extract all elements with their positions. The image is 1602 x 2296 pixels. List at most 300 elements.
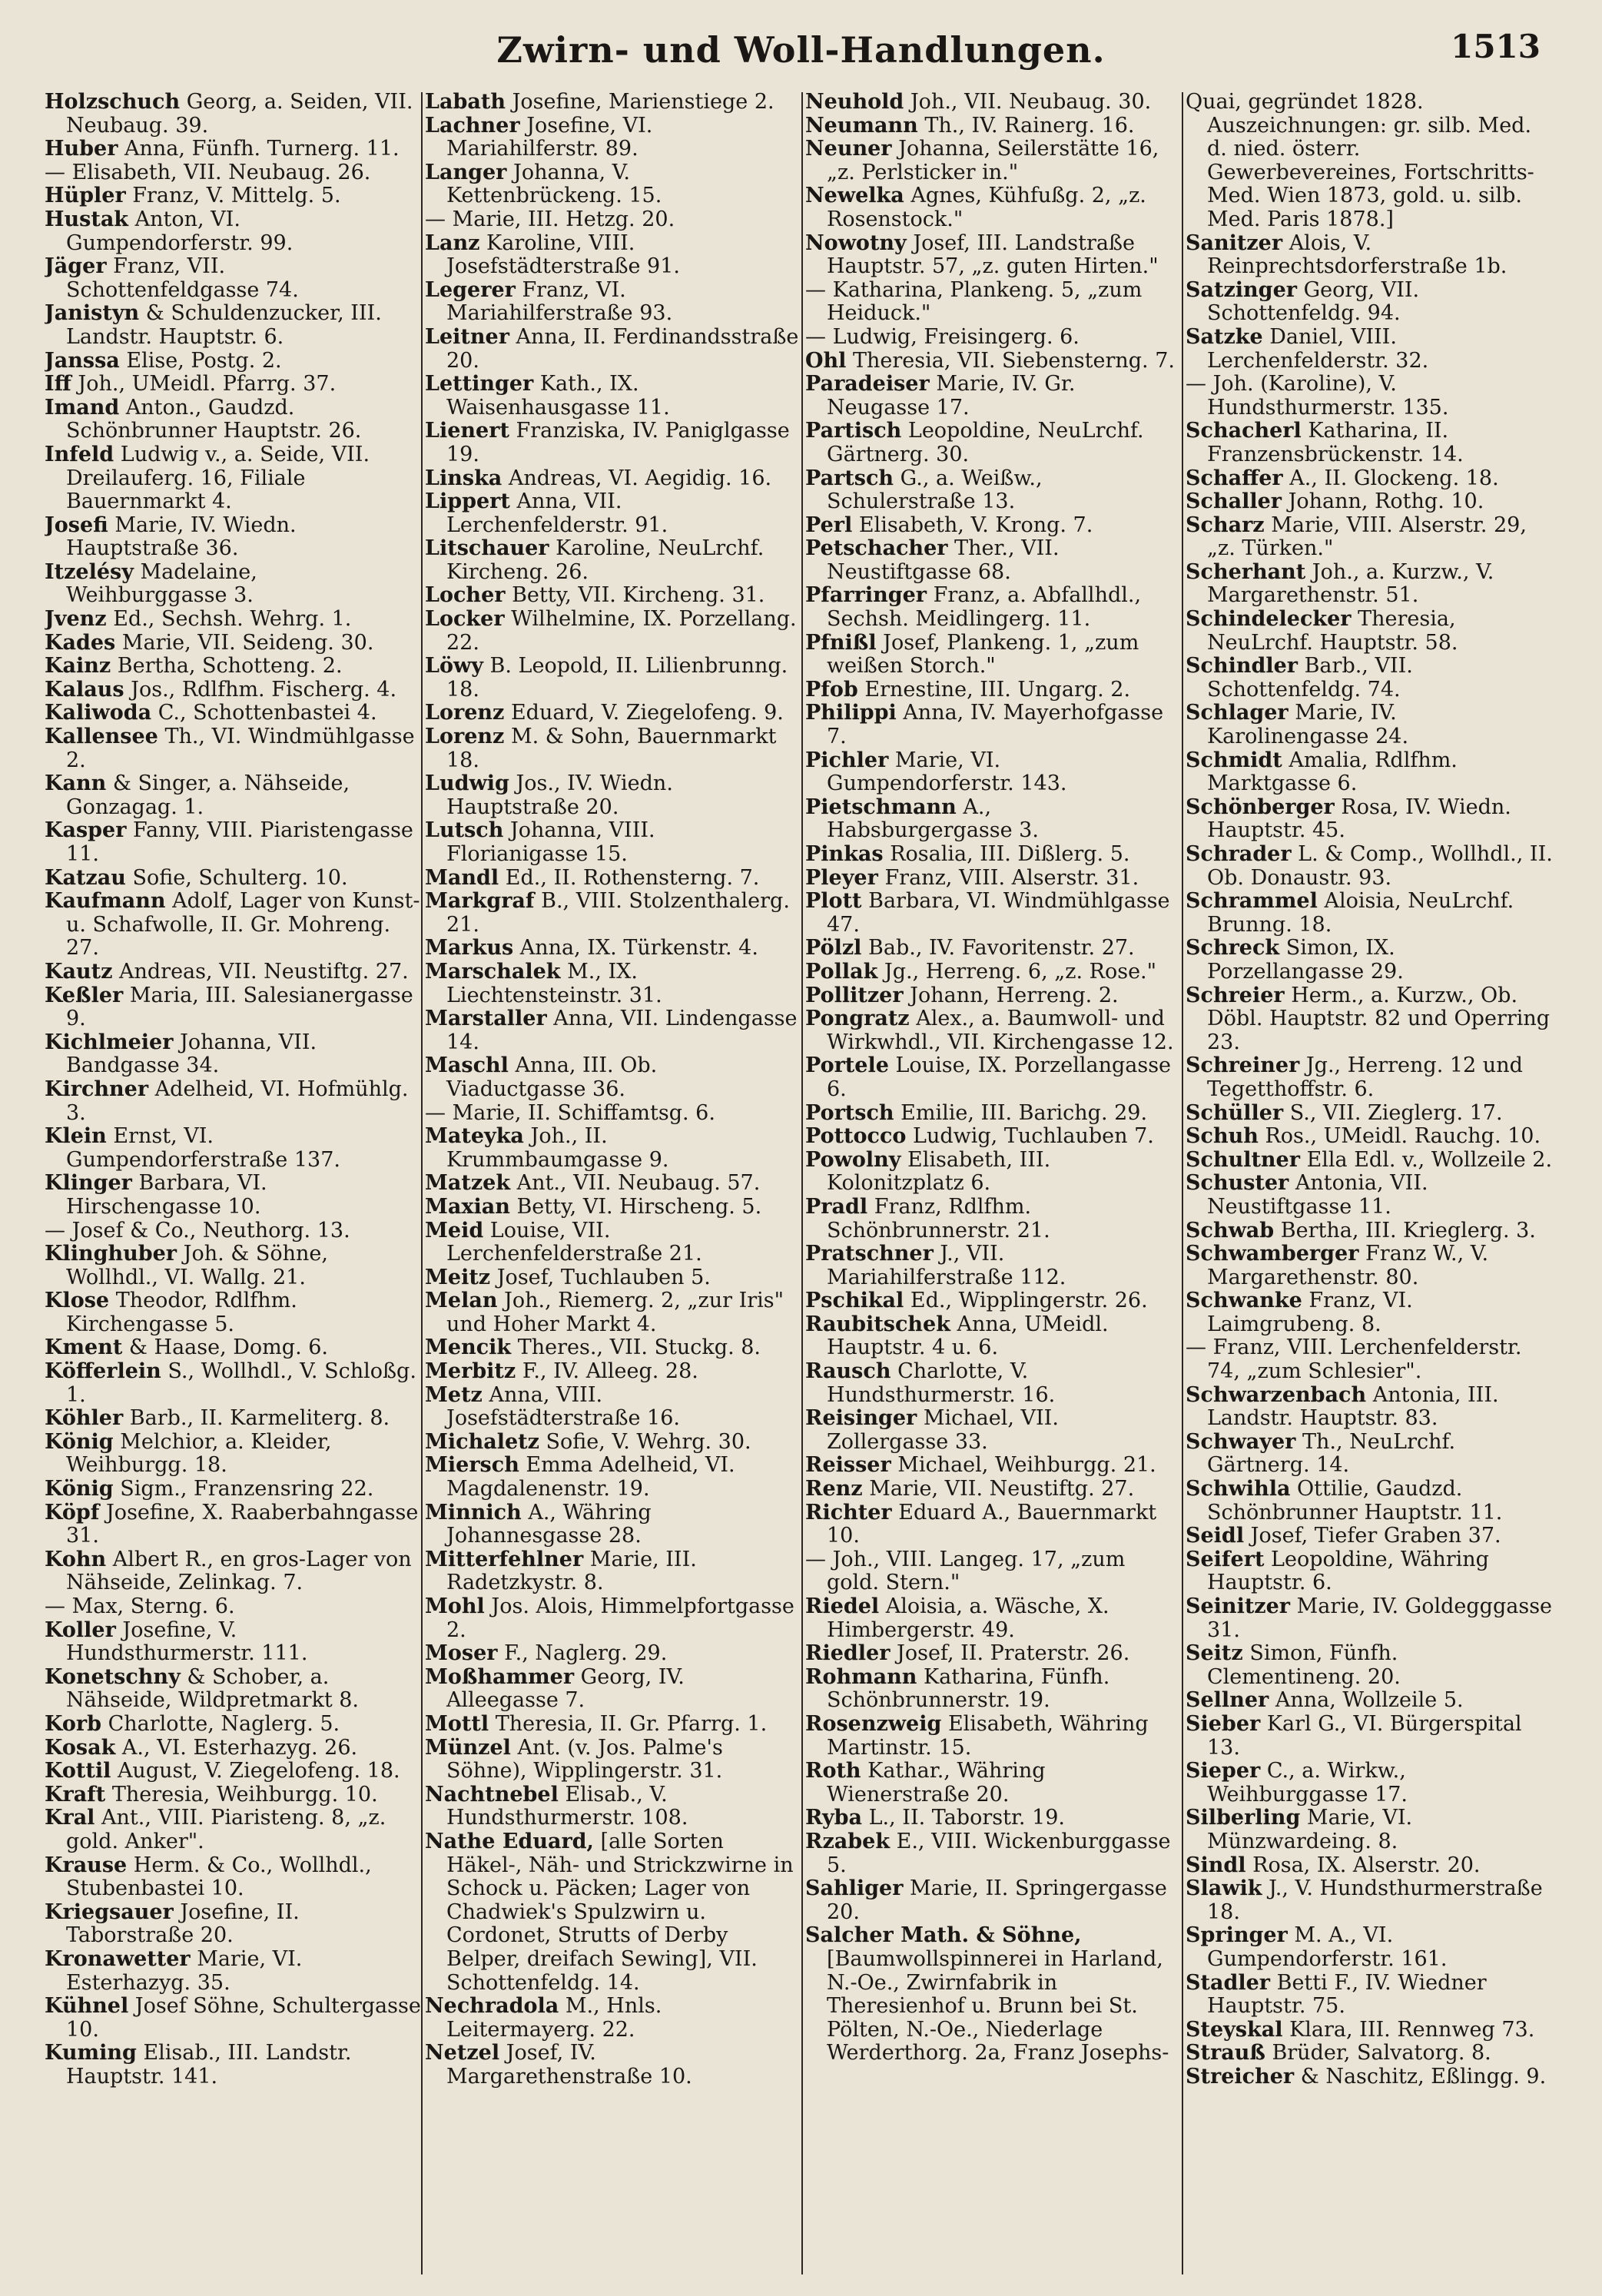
directory-entry — [1186, 749, 1554, 796]
directory-entry — [425, 420, 801, 466]
directory-entry — [45, 1219, 421, 1243]
entry-name: Imand — [45, 395, 120, 420]
entry-name: Pfarringer — [805, 583, 927, 608]
directory-entry — [425, 1642, 801, 1666]
entry-name: Lutsch — [425, 818, 504, 843]
directory-entry — [805, 514, 1182, 538]
entry-name: Renz — [805, 1477, 863, 1501]
directory-entry — [425, 91, 801, 114]
listing-columns — [45, 91, 1551, 2273]
entry-detail: Elisab., III. Landstr. Hauptstr. 141. — [66, 2041, 352, 2089]
entry-detail: Quai, gegründet 1828. Auszeichnungen: gr. silb. Med. d. nied. österr. Gewerbevereines, Fortschritts-Med. Wien 1873, gold. u. silb. Med. Paris 1878.] — [1186, 91, 1534, 231]
entry-name: Schwamberger — [1186, 1242, 1359, 1266]
directory-entry — [805, 537, 1182, 584]
entry-detail: B. Leopold, II. Lilienbrunng. 18. — [446, 654, 788, 702]
entry-name: Petschacher — [805, 536, 948, 561]
entry-detail: Th., NeuLrchf. Gärtnerg. 14. — [1207, 1429, 1456, 1478]
entry-detail: & Singer, a. Nähseide, Gonzagag. 1. — [66, 771, 350, 819]
directory-entry — [45, 1501, 421, 1548]
entry-name: Schultner — [1186, 1147, 1300, 1172]
entry-name: Matzek — [425, 1171, 511, 1196]
entry-name: Powolny — [805, 1147, 901, 1172]
entry-detail: Sigm., Franzensring 22. — [120, 1477, 374, 1501]
entry-name: Sahliger — [805, 1876, 904, 1901]
entry-name: Kronawetter — [45, 1946, 191, 1971]
entry-name: Jvenz — [45, 607, 107, 632]
entry-detail: M., IX. Liechtensteinstr. 31. — [446, 959, 662, 1007]
entry-detail: Charlotte, V. Hundsthurmerstr. 16. — [827, 1359, 1056, 1407]
entry-name: Neumann — [805, 113, 918, 138]
entry-detail: & Schuldenzucker, III. Landstr. Hauptstr. 6. — [66, 301, 382, 349]
entry-name: Schrammel — [1186, 889, 1318, 914]
entry-name: Pollitzer — [805, 983, 904, 1007]
directory-entry — [805, 1760, 1182, 1807]
directory-entry — [1186, 1243, 1554, 1289]
entry-detail: Anna, II. Ferdinandsstraße 20. — [446, 324, 799, 373]
directory-entry — [425, 1737, 801, 1783]
directory-entry — [1186, 1807, 1554, 1853]
directory-entry — [805, 279, 1182, 326]
entry-detail: Th., IV. Rainerg. 16. — [924, 113, 1135, 138]
entry-detail: Marie, IV. Gr. Neugasse 17. — [827, 372, 1076, 420]
directory-entry — [425, 1219, 801, 1266]
directory-entry — [1186, 1924, 1554, 1971]
directory-entry — [1186, 514, 1554, 561]
entry-detail: F., Naglerg. 29. — [504, 1641, 668, 1666]
entry-name: Pongratz — [805, 1007, 910, 1031]
directory-entry — [45, 1243, 421, 1289]
entry-detail: Anna, VIII. Josefstädterstraße 16. — [446, 1382, 680, 1431]
entry-detail: Agnes, Kühfußg. 2, „z. Rosenstock." — [827, 184, 1146, 231]
entry-detail: Marie, VII. Neustiftg. 27. — [869, 1477, 1135, 1501]
entry-detail: Marie, VIII. Alserstr. 29, „z. Türken." — [1207, 513, 1527, 561]
entry-name: Leitner — [425, 324, 509, 349]
directory-entry — [805, 1501, 1182, 1548]
directory-entry — [425, 1595, 801, 1642]
entry-detail: Marie, IV. Karolinengasse 24. — [1207, 701, 1409, 749]
entry-detail: Amalia, Rdlfhm. Marktgasse 6. — [1207, 748, 1458, 796]
entry-detail: Barbara, VI. Windmühlgasse 47. — [827, 889, 1170, 937]
entry-detail: — Franz, VIII. Lerchenfelderstr. 74, „zum Schlesier". — [1186, 1335, 1522, 1384]
directory-entry — [805, 867, 1182, 891]
entry-name: Köpf — [45, 1500, 100, 1525]
directory-entry — [805, 1149, 1182, 1196]
entry-name: Langer — [425, 160, 507, 184]
entry-detail: Barb., VII. Schottenfeldg. 74. — [1207, 654, 1413, 702]
directory-entry — [425, 1196, 801, 1219]
directory-entry — [45, 208, 421, 255]
entry-name: Sindl — [1186, 1853, 1246, 1877]
entry-detail: Albert R., en gros-Lager von Nähseide, Zelinkag. 7. — [66, 1547, 412, 1595]
directory-entry — [805, 91, 1182, 114]
entry-name: Konetschny — [45, 1664, 181, 1689]
entry-name: Marschalek — [425, 959, 561, 984]
entry-detail: F., IV. Alleeg. 28. — [522, 1359, 698, 1384]
directory-entry — [1186, 984, 1554, 1055]
entry-name: König — [45, 1477, 114, 1501]
entry-name: Schwanke — [1186, 1289, 1302, 1313]
entry-name: Roth — [805, 1759, 861, 1783]
entry-detail: Marie, II. Springergasse 20. — [827, 1876, 1167, 1924]
entry-name: Pratschner — [805, 1242, 934, 1266]
entry-name: Moser — [425, 1641, 498, 1666]
entry-name: Kades — [45, 630, 116, 655]
directory-entry — [1186, 655, 1554, 702]
entry-name: Maxian — [425, 1194, 510, 1219]
entry-name: Michaletz — [425, 1429, 539, 1454]
directory-entry — [805, 702, 1182, 748]
directory-entry — [805, 1924, 1182, 2065]
directory-entry — [45, 679, 421, 702]
directory-entry — [425, 1783, 801, 1830]
directory-entry — [805, 1243, 1182, 1289]
directory-entry — [45, 702, 421, 725]
entry-name: Schacherl — [1186, 419, 1302, 443]
entry-name: Portele — [805, 1053, 889, 1078]
directory-entry — [425, 490, 801, 537]
listing-column-4 — [1186, 91, 1554, 2273]
entry-name: Maschl — [425, 1053, 509, 1078]
entry-name: Seitz — [1186, 1641, 1243, 1666]
directory-entry — [1186, 937, 1554, 984]
directory-entry — [45, 373, 421, 396]
entry-name: Kirchner — [45, 1077, 149, 1101]
directory-entry — [425, 1713, 801, 1737]
directory-entry — [805, 1313, 1182, 1360]
entry-detail: Franz W., V. Margarethenstr. 80. — [1207, 1242, 1489, 1289]
directory-entry — [425, 961, 801, 1007]
directory-entry — [45, 161, 421, 185]
entry-name: Plott — [805, 889, 862, 914]
directory-entry — [425, 1266, 801, 1290]
entry-detail: Josef Söhne, Schultergasse 10. — [66, 1994, 421, 2042]
entry-detail: & Schober, a. Nähseide, Wildpretmarkt 8. — [66, 1664, 360, 1713]
entry-detail: J., V. Hundsthurmerstraße 18. — [1207, 1876, 1543, 1924]
listing-column-2 — [425, 91, 801, 2273]
directory-entry — [805, 890, 1182, 937]
directory-entry — [805, 114, 1182, 138]
directory-entry — [45, 655, 421, 679]
directory-entry — [425, 584, 801, 608]
entry-name: Köfferlein — [45, 1359, 161, 1384]
directory-entry — [805, 420, 1182, 466]
entry-detail: Michael, Weihburgg. 21. — [897, 1453, 1156, 1478]
entry-name: Markgraf — [425, 889, 535, 914]
entry-detail: Leopoldine, NeuLrchf. Gärtnerg. 30. — [827, 419, 1144, 466]
directory-entry — [805, 1196, 1182, 1243]
entry-name: Schwab — [1186, 1218, 1275, 1243]
entry-detail: Betti F., IV. Wiedner Hauptstr. 75. — [1207, 1970, 1487, 2019]
entry-detail: Karoline, VIII. Josefstädterstraße 91. — [446, 231, 680, 279]
entry-name: Kichlmeier — [45, 1030, 174, 1054]
directory-entry — [805, 984, 1182, 1008]
entry-detail: Theodor, Rdlfhm. Kirchengasse 5. — [66, 1289, 297, 1336]
entry-name: Ludwig — [425, 771, 509, 796]
entry-name: Kainz — [45, 654, 111, 679]
entry-detail: Ella Edl. v., Wollzeile 2. — [1306, 1147, 1553, 1172]
entry-name: Riedel — [805, 1594, 880, 1618]
entry-detail: Katharina, Fünfh. Schönbrunnerstr. 19. — [827, 1664, 1110, 1713]
entry-name: Sieper — [1186, 1759, 1261, 1783]
directory-entry — [45, 302, 421, 349]
entry-name: Mandl — [425, 865, 499, 890]
entry-detail: Jg., Herreng. 12 und Tegetthoffstr. 6. — [1207, 1053, 1523, 1101]
directory-entry — [425, 608, 801, 655]
entry-name: Schuh — [1186, 1124, 1259, 1149]
entry-name: Portsch — [805, 1100, 894, 1125]
entry-detail: Joh., UMeidl. Pfarrg. 37. — [78, 372, 337, 396]
entry-detail: Elisabeth, III. Kolonitzplatz 6. — [827, 1147, 1051, 1196]
entry-name: Lorenz — [425, 701, 505, 725]
entry-name: Schaller — [1186, 489, 1282, 514]
entry-detail: Jos., IV. Wiedn. Hauptstraße 20. — [446, 771, 673, 819]
entry-detail: Franz, VII. Schottenfeldgasse 74. — [66, 254, 299, 302]
entry-detail: — Elisabeth, VII. Neubaug. 26. — [45, 160, 371, 184]
directory-entry — [425, 725, 801, 772]
entry-name: Kottil — [45, 1759, 111, 1783]
entry-name: Pfnißl — [805, 630, 877, 655]
entry-name: Perl — [805, 513, 853, 537]
directory-entry — [805, 1713, 1182, 1760]
entry-name: Kautz — [45, 959, 113, 984]
entry-name: Moßhammer — [425, 1664, 575, 1689]
entry-name: Klinger — [45, 1171, 132, 1196]
entry-detail: A., VI. Esterhazyg. 26. — [121, 1735, 358, 1760]
entry-name: Schwayer — [1186, 1429, 1296, 1454]
entry-detail: Ed., II. Rothensterng. 7. — [505, 865, 760, 890]
directory-entry — [805, 467, 1182, 514]
entry-detail: Aloisia, a. Wäsche, X. Himbergerstr. 49. — [827, 1594, 1109, 1642]
entry-detail: — Joh. (Karoline), V. Hundsthurmerstr. 135. — [1186, 372, 1449, 420]
entry-detail: — Joh., VIII. Langeg. 17, „zum gold. Stern." — [805, 1547, 1126, 1595]
entry-detail: Aloisia, NeuLrchf. Brunng. 18. — [1207, 889, 1514, 937]
directory-entry — [1186, 561, 1554, 608]
entry-name: Koller — [45, 1617, 116, 1642]
entry-name: Sellner — [1186, 1688, 1269, 1713]
listing-column-1 — [45, 91, 421, 2273]
directory-entry — [425, 867, 801, 891]
directory-entry — [45, 514, 421, 561]
directory-entry — [425, 819, 801, 866]
entry-detail: Eduard, V. Ziegelofeng. 9. — [510, 701, 784, 725]
entry-detail: Franz, a. Abfallhdl., Sechsh. Meidlingerg. 11. — [827, 583, 1142, 632]
directory-entry — [1186, 843, 1554, 890]
entry-detail: Franziska, IV. Paniglgasse 19. — [446, 419, 790, 466]
directory-entry — [425, 1666, 801, 1713]
entry-detail: Johanna, VII. Bandgasse 34. — [66, 1030, 317, 1078]
directory-entry — [805, 1548, 1182, 1595]
entry-detail: Daniel, VIII. Lerchenfelderstr. 32. — [1207, 324, 1429, 373]
directory-entry — [805, 749, 1182, 796]
entry-name: Mateyka — [425, 1124, 524, 1149]
entry-detail: Eduard A., Bauernmarkt 10. — [827, 1500, 1157, 1548]
entry-name: Hüpler — [45, 184, 126, 208]
entry-detail: Sofie, V. Wehrg. 30. — [546, 1429, 751, 1454]
directory-entry — [805, 1125, 1182, 1149]
entry-name: Hustak — [45, 207, 129, 231]
entry-name: Seinitzer — [1186, 1594, 1291, 1618]
directory-entry — [805, 184, 1182, 231]
entry-name: Pfob — [805, 677, 858, 702]
entry-name: Reisser — [805, 1453, 891, 1478]
entry-detail: Anna, Wollzeile 5. — [1275, 1688, 1464, 1713]
entry-detail: Anton., Gaudzd. Schönbrunner Hauptstr. 26. — [66, 395, 362, 443]
entry-name: Klinghuber — [45, 1242, 177, 1266]
entry-name: Pölzl — [805, 936, 862, 961]
entry-name: Streicher — [1186, 2064, 1295, 2089]
directory-entry — [45, 1760, 421, 1783]
directory-entry — [425, 114, 801, 161]
entry-detail: Karoline, NeuLrchf. Kircheng. 26. — [446, 536, 765, 584]
entry-detail: A., II. Glockeng. 18. — [1289, 466, 1499, 490]
entry-detail: Joh., II. Krummbaumgasse 9. — [446, 1124, 669, 1172]
directory-entry — [45, 1666, 421, 1713]
entry-name: Meid — [425, 1218, 484, 1243]
directory-entry — [45, 819, 421, 866]
entry-name: Newelka — [805, 184, 904, 208]
directory-entry — [805, 1360, 1182, 1407]
entry-detail: Katharina, II. Franzensbrückenstr. 14. — [1207, 419, 1464, 466]
entry-detail: — Max, Sterng. 6. — [45, 1594, 235, 1618]
entry-detail: Johanna, VIII. Florianigasse 15. — [446, 818, 655, 866]
directory-entry — [1186, 1713, 1554, 1760]
directory-entry — [1186, 232, 1554, 279]
directory-entry — [45, 1172, 421, 1219]
entry-name: Philippi — [805, 701, 897, 725]
entry-detail: Josef, III. Landstraße Hauptstr. 57, „z. guten Hirten." — [827, 231, 1159, 279]
directory-entry — [1186, 1854, 1554, 1878]
entry-name: Salcher Math. & Söhne, — [805, 1923, 1082, 1948]
entry-detail: Ros., UMeidl. Rauchg. 10. — [1265, 1124, 1541, 1149]
directory-entry — [425, 890, 801, 937]
directory-entry — [45, 608, 421, 632]
directory-entry — [1186, 1760, 1554, 1807]
directory-entry — [1186, 1642, 1554, 1689]
directory-entry — [45, 1360, 421, 1407]
entry-name: Lachner — [425, 113, 520, 138]
entry-detail: Andreas, VII. Neustiftg. 27. — [119, 959, 409, 984]
entry-name: Kasper — [45, 818, 127, 843]
directory-entry — [425, 1054, 801, 1101]
entry-detail: Antonia, III. Landstr. Hauptstr. 83. — [1207, 1382, 1499, 1431]
entry-detail: Ottilie, Gaudzd. Schönbrunner Hauptstr. 11. — [1207, 1477, 1503, 1525]
entry-name: Korb — [45, 1711, 101, 1736]
entry-detail: Georg, a. Seiden, VII. Neubaug. 39. — [66, 91, 413, 138]
entry-detail: S., VII. Zieglerg. 17. — [1289, 1100, 1503, 1125]
entry-detail: August, V. Ziegelofeng. 18. — [117, 1759, 400, 1783]
entry-name: Pietschmann — [805, 795, 957, 819]
entry-detail: Theresia, VII. Siebensterng. 7. — [853, 348, 1175, 373]
directory-entry — [805, 1830, 1182, 1877]
entry-detail: — Josef & Co., Neuthorg. 13. — [45, 1218, 350, 1243]
directory-entry — [1186, 1149, 1554, 1173]
directory-entry — [45, 890, 421, 961]
entry-name: Münzel — [425, 1735, 511, 1760]
entry-name: Schuster — [1186, 1171, 1289, 1196]
directory-entry — [1186, 702, 1554, 748]
directory-entry — [1186, 2065, 1554, 2089]
entry-name: Sanitzer — [1186, 231, 1283, 255]
directory-entry — [1186, 608, 1554, 655]
directory-entry — [1186, 2019, 1554, 2042]
directory-entry — [1186, 1172, 1554, 1219]
directory-entry — [45, 984, 421, 1031]
directory-entry — [805, 679, 1182, 702]
entry-detail: Jos. Alois, Himmelpfortgasse 2. — [446, 1594, 794, 1642]
directory-entry — [425, 772, 801, 819]
directory-entry — [425, 1102, 801, 1126]
directory-entry — [425, 1548, 801, 1595]
directory-entry — [45, 961, 421, 984]
entry-name: Schindler — [1186, 654, 1298, 679]
directory-entry — [425, 1995, 801, 2042]
directory-entry — [425, 2042, 801, 2089]
entry-detail: Josefine, II. Taborstraße 20. — [66, 1900, 300, 1948]
directory-entry — [805, 373, 1182, 420]
entry-detail: Brüder, Salvatorg. 8. — [1272, 2041, 1491, 2065]
directory-entry — [1186, 467, 1554, 491]
entry-name: Melan — [425, 1289, 498, 1313]
entry-detail: Rosa, IX. Alserstr. 20. — [1252, 1853, 1481, 1877]
directory-entry — [45, 1125, 421, 1172]
entry-detail: Elisabeth, Währing Martinstr. 15. — [827, 1711, 1149, 1760]
entry-name: Kraft — [45, 1782, 106, 1807]
entry-name: Lippert — [425, 489, 510, 514]
directory-entry — [425, 467, 801, 491]
entry-name: Marstaller — [425, 1007, 547, 1031]
entry-name: Pottocco — [805, 1124, 907, 1149]
directory-entry — [45, 867, 421, 891]
entry-detail: Ther., VII. Neustiftgasse 68. — [827, 536, 1060, 584]
entry-detail: Josef, Tuchlauben 5. — [496, 1265, 711, 1289]
entry-name: Klein — [45, 1124, 107, 1149]
entry-detail: Anna, VII. Lindengasse 14. — [446, 1007, 798, 1054]
entry-name: Richter — [805, 1500, 892, 1525]
entry-name: Schindelecker — [1186, 607, 1352, 632]
directory-entry — [425, 1830, 801, 1995]
entry-name: Sieber — [1186, 1711, 1261, 1736]
entry-name: Ohl — [805, 348, 847, 373]
entry-detail: Charlotte, Naglerg. 5. — [108, 1711, 340, 1736]
entry-name: Schreiner — [1186, 1053, 1300, 1078]
entry-detail: Bab., IV. Favoritenstr. 27. — [868, 936, 1135, 961]
entry-detail: C., a. Wirkw., Weihburggasse 17. — [1207, 1759, 1408, 1807]
entry-detail: Adolf, Lager von Kunst- u. Schafwolle, II. Gr. Mohreng. 27. — [66, 889, 420, 961]
entry-name: Meitz — [425, 1265, 491, 1289]
entry-name: Janistyn — [45, 301, 140, 326]
entry-detail: Marie, IV. Goldegggasse 31. — [1207, 1594, 1553, 1642]
entry-detail: Josefine, Marienstiege 2. — [512, 91, 774, 114]
entry-detail: Marie, VI. Esterhazyg. 35. — [66, 1946, 303, 1995]
entry-detail: Elisabeth, V. Krong. 7. — [858, 513, 1093, 537]
entry-detail: Betty, VI. Hirscheng. 5. — [516, 1194, 762, 1219]
directory-entry — [1186, 1219, 1554, 1243]
directory-entry — [425, 1501, 801, 1548]
entry-name: Rohmann — [805, 1664, 917, 1689]
entry-detail: Marie, VII. Seideng. 30. — [121, 630, 374, 655]
entry-detail: Louise, VII. Lerchenfelderstraße 21. — [446, 1218, 702, 1266]
entry-name: Kaufmann — [45, 889, 166, 914]
entry-detail: Fanny, VIII. Piaristengasse 11. — [66, 818, 413, 866]
page-number: 1513 — [1451, 28, 1541, 65]
directory-entry — [425, 208, 801, 232]
directory-entry — [45, 1031, 421, 1078]
directory-entry — [805, 1407, 1182, 1454]
entry-detail: Theresia, II. Gr. Pfarrg. 1. — [495, 1711, 768, 1736]
directory-entry — [805, 1289, 1182, 1313]
directory-entry — [1186, 1877, 1554, 1924]
entry-name: Mottl — [425, 1711, 489, 1736]
